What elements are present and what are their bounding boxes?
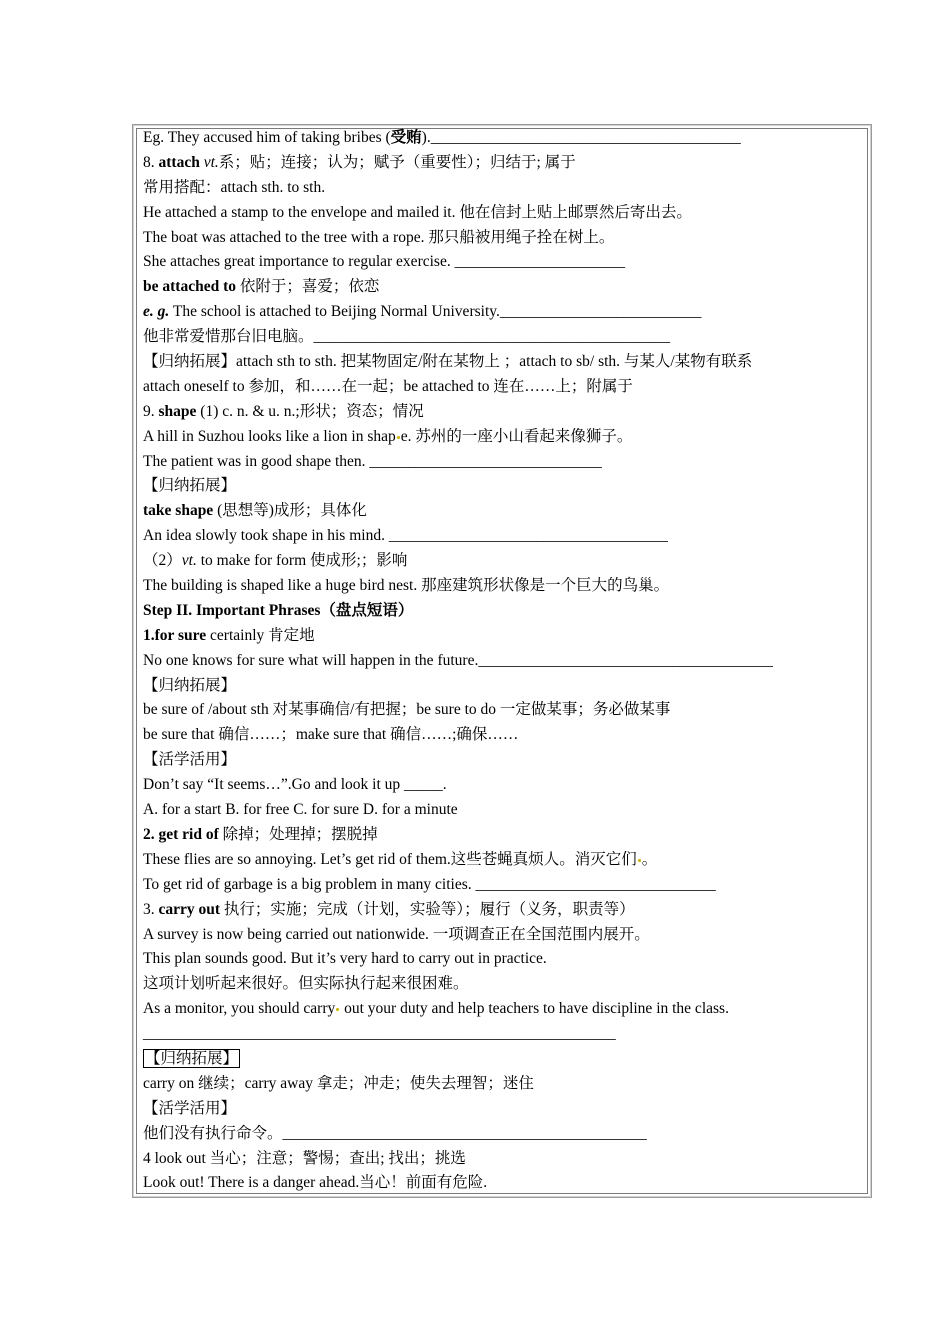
- line-24: be sure of /about sth 对某事确信/有把握；be sure to do 一定做某事；务必做某事: [143, 701, 671, 719]
- boxed-heading: 【归纳拓展】: [145, 1049, 239, 1067]
- line-7: be attached to 依附于；喜爱；依恋: [143, 278, 380, 296]
- line-17: An idea slowly took shape in his mind. ____________________________________: [143, 527, 668, 545]
- line-13: A hill in Suzhou looks like a lion in shap e. 苏州的一座小山看起来像狮子。: [143, 427, 633, 445]
- line-26: 【活学活用】: [143, 751, 237, 769]
- line-5: The boat was attached to the tree with a rope. 那只船被用绳子拴在树上。: [143, 228, 615, 246]
- marker-dot: [336, 1008, 339, 1011]
- line-21: 1.for sure certainly 肯定地: [143, 626, 315, 644]
- line-15: 【归纳拓展】: [143, 477, 237, 495]
- line-34: This plan sounds good. But it’s very hard to carry out in practice.: [143, 950, 547, 968]
- line-37: _____________________________________________________________: [143, 1025, 616, 1043]
- line-18: （2）vt. to make for form 使成形;；影响: [143, 552, 408, 570]
- line-20: Step II. Important Phrases（盘点短语）: [143, 601, 414, 619]
- line-12: 9. shape (1) c. n. & u. n.;形状；资态；情况: [143, 402, 424, 420]
- line-41: 他们没有执行命令。_______________________________________________: [143, 1124, 647, 1142]
- line-30: These flies are so annoying. Let’s get rid of them.这些苍蝇真烦人。消灭它们 。: [143, 850, 658, 868]
- line-35: 这项计划听起来很好。但实际执行起来很困难。: [143, 975, 469, 993]
- line-2: 8. attach vt.系；贴；连接；认为；赋予（重要性）；归结于; 属于: [143, 153, 576, 171]
- marker-dot: [397, 436, 400, 439]
- line-3: 常用搭配：attach sth. to sth.: [143, 178, 326, 196]
- line-28: A. for a start B. for free C. for sure D. for a minute: [143, 801, 458, 819]
- line-29: 2. get rid of 除掉；处理掉；摆脱掉: [143, 825, 378, 843]
- line-39: carry on 继续；carry away 拿走；冲走；使失去理智；迷住: [143, 1074, 534, 1092]
- line-1: Eg. They accused him of taking bribes (受贿).________________________________________: [143, 129, 741, 146]
- line-10: 【归纳拓展】attach sth to sth. 把某物固定/附在某物上 ；attach to sb/ sth. 与某人/某物有联系: [143, 353, 753, 371]
- line-25: be sure that 确信……；make sure that 确信……;确保……: [143, 726, 519, 744]
- line-4: He attached a stamp to the envelope and mailed it. 他在信封上贴上邮票然后寄出去。: [143, 203, 692, 221]
- line-43: Look out! There is a danger ahead.当心！前面有危险.: [143, 1174, 488, 1192]
- line-31: To get rid of garbage is a big problem in many cities. _______________________________: [143, 875, 716, 893]
- line-36: As a monitor, you should carry out your duty and help teachers to have discipline in the class.: [143, 1000, 729, 1018]
- line-27: Don’t say “It seems…”.Go and look it up _____.: [143, 776, 447, 794]
- line-11: attach oneself to 参加，和……在一起；be attached to 连在……上；附属于: [143, 377, 633, 395]
- line-40: 【活学活用】: [143, 1099, 237, 1117]
- line-8: e. g. The school is attached to Beijing Normal University.__________________________: [143, 303, 702, 321]
- document-body: [143, 126, 843, 1196]
- line-16: take shape (思想等)成形；具体化: [143, 502, 367, 520]
- line-23: 【归纳拓展】: [143, 676, 237, 694]
- line-14: The patient was in good shape then. ______________________________: [143, 452, 602, 470]
- line-9: 他非常爱惜那台旧电脑。______________________________________________: [143, 328, 671, 346]
- line-22: No one knows for sure what will happen in the future.______________________________________: [143, 651, 773, 669]
- line-42: 4 look out 当心；注意；警惕；查出; 找出；挑选: [143, 1149, 466, 1167]
- line-32: 3. carry out 执行；实施；完成（计划，实验等）；履行（义务，职责等）: [143, 900, 635, 918]
- line-38: [143, 1047, 843, 1072]
- line-33: A survey is now being carried out nationwide. 一项调查正在全国范围内展开。: [143, 925, 650, 943]
- line-6: She attaches great importance to regular exercise. ______________________: [143, 253, 626, 271]
- marker-dot: [638, 859, 641, 862]
- line-19: The building is shaped like a huge bird nest. 那座建筑形状像是一个巨大的鸟巢。: [143, 577, 670, 595]
